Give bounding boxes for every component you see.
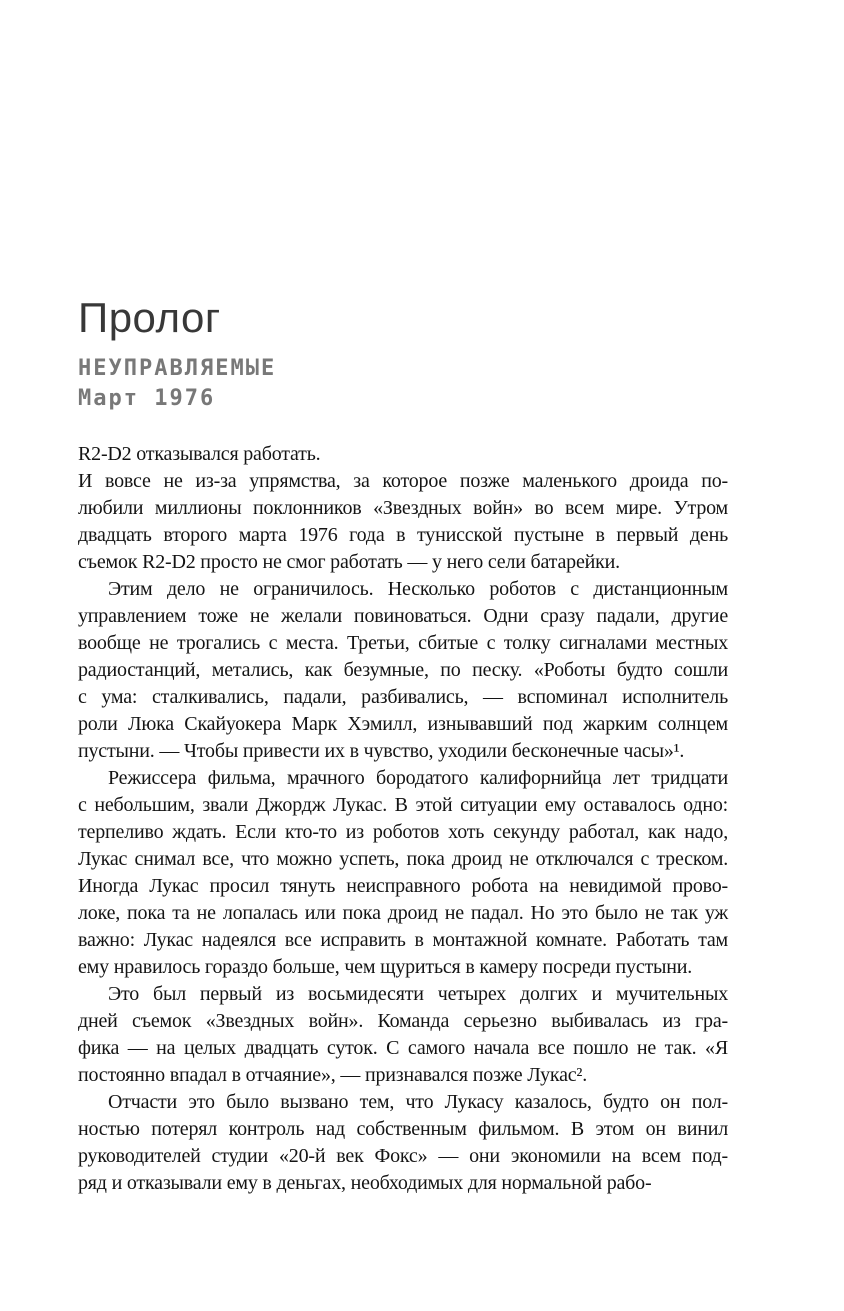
text-line: двадцать второго марта 1976 года в тунисской пустыне в первый день	[78, 524, 728, 546]
text-line: съемок R2-D2 просто не смог работать — у него сели батарейки.	[78, 551, 620, 573]
body-text	[78, 441, 728, 1197]
text-line: вообще не трогались с места. Третьи, сбитые с толку сигналами местных	[78, 632, 728, 654]
section-kicker	[78, 354, 728, 414]
text-line: с ума: сталкивались, падали, разбивались, — вспоминал исполнитель	[78, 686, 728, 708]
chapter-title: Пролог	[78, 294, 221, 341]
text-line: Этим дело не ограничилось. Несколько роботов с дистанционным	[108, 578, 728, 600]
paragraph	[78, 468, 728, 576]
paragraph	[78, 981, 728, 1089]
section-kicker-date: Март 1976	[78, 386, 216, 411]
text-line: роли Люка Скайуокера Марк Хэмилл, изнывавший под жарким солнцем	[78, 713, 728, 735]
text-line: фика — на целых двадцать суток. С самого начала все пошло не так. «Я	[78, 1037, 728, 1059]
text-line: ряд и отказывали ему в деньгах, необходимых для нормальной рабо-	[78, 1172, 652, 1194]
text-line: ностью потерял контроль над собственным фильмом. В этом он винил	[78, 1118, 728, 1140]
text-line: руководителей студии «20-й век Фокс» — они экономили на всем под-	[78, 1145, 728, 1167]
text-line: с небольшим, звали Джордж Лукас. В этой ситуации ему оставалось одно:	[78, 794, 728, 816]
text-line: любили миллионы поклонников «Звездных войн» во всем мире. Утром	[78, 497, 728, 519]
text-line: Лукас снимал все, что можно успеть, пока дроид не отключался с треском.	[78, 848, 728, 870]
text-line: дней съемок «Звездных войн». Команда серьезно выбивалась из гра-	[78, 1010, 728, 1032]
text-line: R2-D2 отказывался работать.	[78, 443, 321, 465]
paragraph	[78, 441, 728, 468]
text-line: пустыни. — Чтобы привести их в чувство, уходили бесконечные часы»¹.	[78, 740, 685, 762]
paragraph	[78, 576, 728, 765]
text-line: радиостанций, метались, как безумные, по песку. «Роботы будто сошли	[78, 659, 728, 681]
text-line: Иногда Лукас просил тянуть неисправного робота на невидимой прово-	[78, 875, 728, 897]
section-kicker-title: НЕУПРАВЛЯЕМЫЕ	[78, 356, 277, 381]
text-line: И вовсе не из-за упрямства, за которое позже маленького дроида по-	[78, 470, 728, 492]
paragraph	[78, 765, 728, 981]
text-line: терпеливо ждать. Если кто-то из роботов хоть секунду работал, как надо,	[78, 821, 728, 843]
text-line: важно: Лукас надеялся все исправить в монтажной комнате. Работать там	[78, 929, 728, 951]
text-column	[78, 0, 728, 1197]
text-line: управлением тоже не желали повиноваться. Одни сразу падали, другие	[78, 605, 728, 627]
text-line: постоянно впадал в отчаяние», — признавался позже Лукас².	[78, 1064, 588, 1086]
text-line: Отчасти это было вызвано тем, что Лукасу казалось, будто он пол-	[108, 1091, 728, 1113]
text-line: Это был первый из восьмидесяти четырех долгих и мучительных	[108, 983, 728, 1005]
paragraph	[78, 1089, 728, 1197]
text-line: ему нравилось гораздо больше, чем щуриться в камеру посреди пустыни.	[78, 956, 693, 978]
text-line: Режиссера фильма, мрачного бородатого калифорнийца лет тридцати	[108, 767, 728, 789]
text-line: локе, пока та не лопалась или пока дроид не падал. Но это было не так уж	[78, 902, 728, 924]
